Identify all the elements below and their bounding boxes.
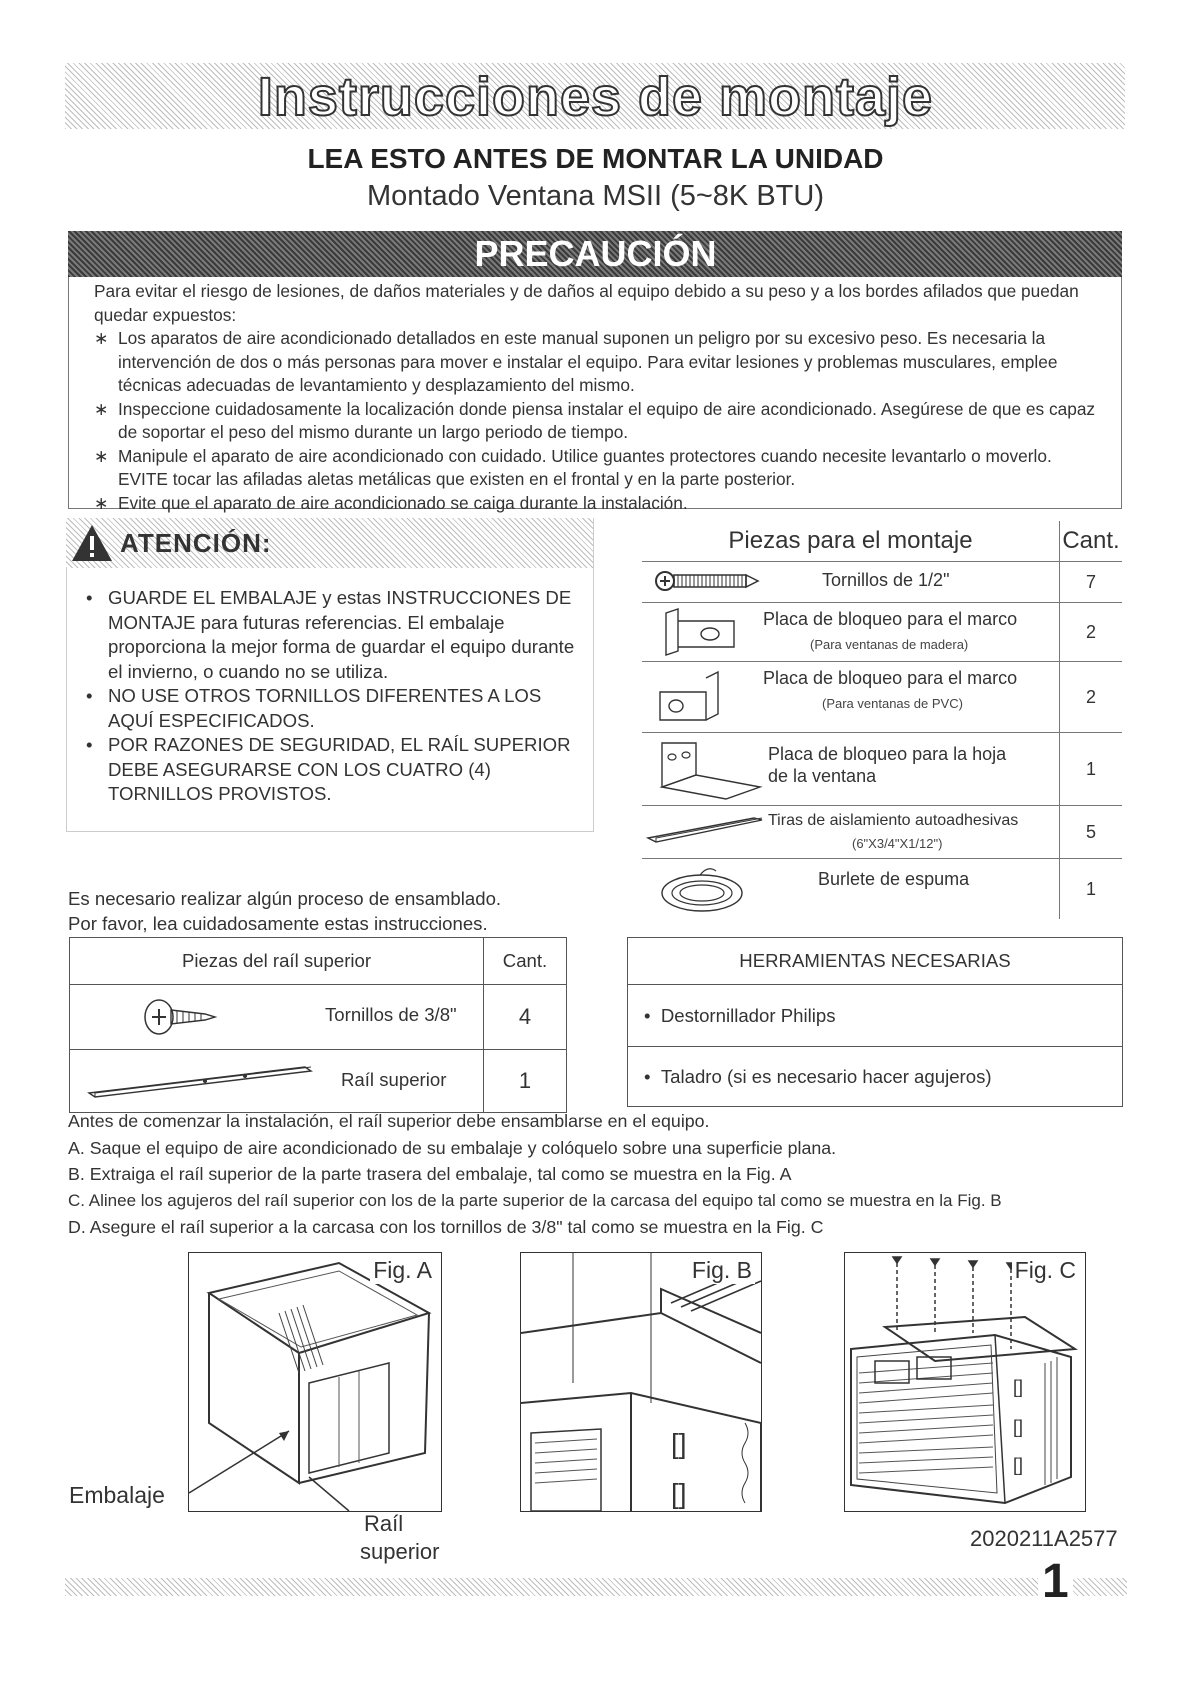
air-conditioner-drawing <box>845 1253 1085 1511</box>
table-row <box>70 1050 567 1113</box>
caution-text <box>94 280 1104 515</box>
part-qty: 2 <box>1060 603 1123 662</box>
part-qty: 1 <box>1060 733 1123 806</box>
assembly-note: Es necesario realizar algún proceso de ensamblado. Por favor, lea cuidadosamente estas instrucciones. <box>68 888 502 934</box>
parts-header-qty: Cant. <box>1060 521 1123 562</box>
bullet-icon: • <box>644 1065 661 1087</box>
svg-text:[]: [] <box>1013 1377 1024 1397</box>
figure-b <box>520 1252 762 1512</box>
part-qty: 5 <box>1060 806 1123 859</box>
caution-item: ∗ Inspeccione cuidadosamente la localización donde piensa instalar el equipo de aire acondicionado. Asegúrese de que es capaz de soportar el peso del mismo durante un largo periodo de tiempo. <box>94 398 1096 442</box>
part-name: Placa de bloqueo para la hoja de la ventana <box>768 744 1007 786</box>
tools-table <box>627 937 1123 1107</box>
asterisk-icon: ∗ <box>94 445 109 466</box>
pvc-frame-plate-icon <box>656 668 738 726</box>
rail-alignment-drawing <box>521 1253 761 1511</box>
rail-header-qty: Cant. <box>484 938 567 985</box>
figure-c <box>844 1252 1086 1512</box>
part-sub: (Para ventanas de madera) <box>810 637 969 652</box>
screw-icon <box>654 570 764 592</box>
sash-plate-icon <box>656 737 766 801</box>
attention-list <box>84 586 584 807</box>
packaging-drawing <box>189 1253 441 1511</box>
rail-parts-table <box>69 937 567 1113</box>
figure-c-label: Fig. C <box>1012 1257 1079 1284</box>
part-name: Tiras de aislamiento autoadhesivas <box>768 812 1019 829</box>
page-title: Instrucciones de montaje <box>257 67 934 127</box>
model-line: Montado Ventana MSII (5~8K BTU) <box>367 180 824 212</box>
asterisk-icon: ∗ <box>94 492 109 513</box>
part-sub: (6"X3/4"X1/12") <box>852 836 943 851</box>
part-sub: (Para ventanas de PVC) <box>822 696 963 711</box>
figure-b-label: Fig. B <box>689 1257 755 1284</box>
parts-header-name: Piezas para el montaje <box>642 521 1060 562</box>
screw-icon <box>141 996 221 1038</box>
wood-frame-plate-icon <box>656 607 738 659</box>
top-rail-icon <box>85 1063 315 1099</box>
asterisk-icon: ∗ <box>94 398 109 419</box>
svg-text:[]: [] <box>671 1478 687 1509</box>
label-embalaje: Embalaje <box>69 1482 165 1508</box>
part-qty: 4 <box>484 985 567 1050</box>
table-row <box>628 1047 1123 1107</box>
attention-item: • POR RAZONES DE SEGURIDAD, EL RAÍL SUPERIOR DEBE ASEGURARSE CON LOS CUATRO (4) TORNILLOS PROVISTOS. <box>84 733 584 807</box>
figure-a-label: Fig. A <box>370 1257 435 1284</box>
figure-a <box>188 1252 442 1512</box>
page-number: 1 <box>1038 1557 1073 1607</box>
caution-item: ∗ Los aparatos de aire acondicionado detallados en este manual suponen un peligro por su excesivo peso. Es necesaria la intervención de dos o más personas para mover e instalar el equipo. Para evitar lesiones y problemas musculares, emplee técnicas adecuadas de levantamiento y desplazamiento del mismo. <box>94 328 1058 395</box>
insulation-strip-icon <box>646 814 766 844</box>
part-name: Placa de bloqueo para el marco <box>763 609 1018 629</box>
table-row <box>642 562 1123 603</box>
tools-header: HERRAMIENTAS NECESARIAS <box>628 938 1123 985</box>
parts-table <box>641 520 1123 920</box>
rail-header-name: Piezas del raíl superior <box>70 938 484 985</box>
caution-intro: Para evitar el riesgo de lesiones, de daños materiales y de daños al equipo debido a su peso y a los bordes afilados que puedan quedar expuestos: <box>94 281 1079 325</box>
table-row <box>642 859 1123 920</box>
document-code: 2020211A2577 <box>970 1526 1118 1551</box>
table-row <box>642 603 1123 662</box>
step-a: A. Saque el equipo de aire acondicionado de su embalaje y colóquelo sobre una superficie plana. <box>68 1137 837 1158</box>
svg-text:[]: [] <box>1013 1455 1024 1475</box>
attention-item: • NO USE OTROS TORNILLOS DIFERENTES A LOS AQUÍ ESPECIFICADOS. <box>84 684 584 733</box>
footer-band <box>65 1578 1127 1596</box>
part-name: Burlete de espuma <box>818 869 970 889</box>
table-row <box>642 806 1123 859</box>
tool-item: Destornillador Philips <box>660 1004 836 1026</box>
caution-item: ∗ Evite que el aparato de aire acondicionado se caiga durante la instalación. <box>94 492 1104 516</box>
step-b: B. Extraiga el raíl superior de la parte trasera del embalaje, tal como se muestra en la Fig. A <box>68 1164 792 1184</box>
step-c: C. Alinee los agujeros del raíl superior con los de la parte superior de la carcasa del equipo tal como se muestra en la Fig. B <box>68 1190 1002 1210</box>
part-qty: 1 <box>484 1050 567 1113</box>
table-row <box>642 662 1123 733</box>
part-name: Raíl superior <box>341 1069 447 1090</box>
table-row <box>70 985 567 1050</box>
table-header-row <box>70 938 567 985</box>
part-name: Placa de bloqueo para el marco <box>763 668 1018 688</box>
step-d: D. Asegure el raíl superior a la carcasa con los tornillos de 3/8" tal como se muestra en la Fig. C <box>68 1217 824 1237</box>
attention-title: ATENCIÓN: <box>120 528 272 558</box>
table-row <box>628 985 1123 1047</box>
part-name: Tornillos de 1/2" <box>822 570 950 590</box>
asterisk-icon: ∗ <box>94 328 109 348</box>
table-row <box>642 733 1123 806</box>
part-qty: 1 <box>1060 859 1123 920</box>
part-qty: 2 <box>1060 662 1123 733</box>
label-rail: Raíl superior <box>360 1511 440 1564</box>
part-qty: 7 <box>1060 562 1123 603</box>
foam-seal-icon <box>656 863 756 915</box>
tool-item: Taladro (si es necesario hacer agujeros) <box>660 1065 992 1087</box>
attention-item: • GUARDE EL EMBALAJE y estas INSTRUCCIONES DE MONTAJE para futuras referencias. El embalaje proporciona la mejor forma de guardar el equipo durante el invierno, o cuando no se utiliza. <box>84 586 584 684</box>
svg-text:[]: [] <box>671 1428 687 1459</box>
table-header-row <box>628 938 1123 985</box>
caution-title: PRECAUCIÓN <box>474 233 717 274</box>
assembly-steps <box>68 1108 1138 1241</box>
warning-icon <box>70 522 114 564</box>
steps-intro: Antes de comenzar la instalación, el raíl superior debe ensamblarse en el equipo. <box>68 1111 710 1131</box>
subtitle: LEA ESTO ANTES DE MONTAR LA UNIDAD <box>307 143 884 174</box>
svg-text:[]: [] <box>1013 1417 1024 1437</box>
caution-item: ∗ Manipule el aparato de aire acondicionado con cuidado. Utilice guantes protectores cuando necesite levantarlo o moverlo. EVITE tocar las afiladas aletas metálicas que existen en el frontal y en la parte posterior. <box>94 445 1052 489</box>
table-header-row <box>642 521 1123 562</box>
part-name: Tornillos de 3/8" <box>325 1004 457 1025</box>
bullet-icon: • <box>644 1004 661 1026</box>
